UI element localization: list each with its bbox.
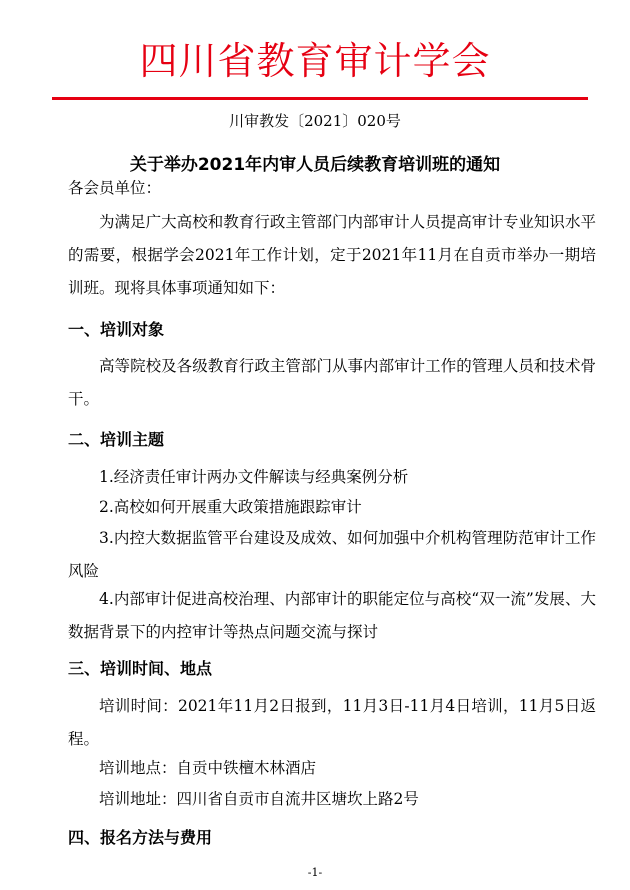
red-divider-line (52, 97, 588, 100)
training-address: 培训地址：四川省自贡市自流井区塘坎上路2号 (99, 790, 419, 808)
section-heading-3: 三、培训时间、地点 (68, 659, 213, 678)
section-heading-2: 二、培训主题 (68, 430, 165, 449)
page-number: -1- (307, 866, 323, 879)
section-heading-4: 四、报名方法与费用 (68, 828, 213, 847)
training-time: 培训时间：2021年11月2日报到，11月3日-11月4日培训，11月5日返程。 (68, 697, 596, 748)
theme-item-2: 2.高校如何开展重大政策措施跟踪审计 (99, 498, 362, 516)
theme-item-1: 1.经济责任审计两办文件解读与经典案例分析 (99, 468, 409, 486)
intro-paragraph: 为满足广大高校和教育行政主管部门内部审计人员提高审计专业知识水平的需要，根据学会2021年工作计划，定于2021年11月在自贡市举办一期培训班。现将具体事项通知如下： (68, 213, 596, 297)
theme-item-4: 4.内部审计促进高校治理、内部审计的职能定位与高校“双一流”发展、大数据背景下的内控审计等热点问题交流与探讨 (68, 590, 596, 641)
document-title: 关于举办2021年内审人员后续教育培训班的通知 (129, 155, 501, 175)
section-1-paragraph: 高等院校及各级教育行政主管部门从事内部审计工作的管理人员和技术骨干。 (68, 357, 596, 408)
salutation: 各会员单位： (68, 179, 162, 197)
organization-title: 四川省教育审计学会 (139, 39, 491, 83)
training-venue: 培训地点：自贡中铁檀木林酒店 (99, 759, 317, 777)
theme-item-3: 3.内控大数据监管平台建设及成效、如何加强中介机构管理防范审计工作风险 (68, 529, 596, 580)
section-heading-1: 一、培训对象 (68, 320, 165, 339)
document-number: 川审教发〔2021〕020号 (229, 112, 401, 130)
